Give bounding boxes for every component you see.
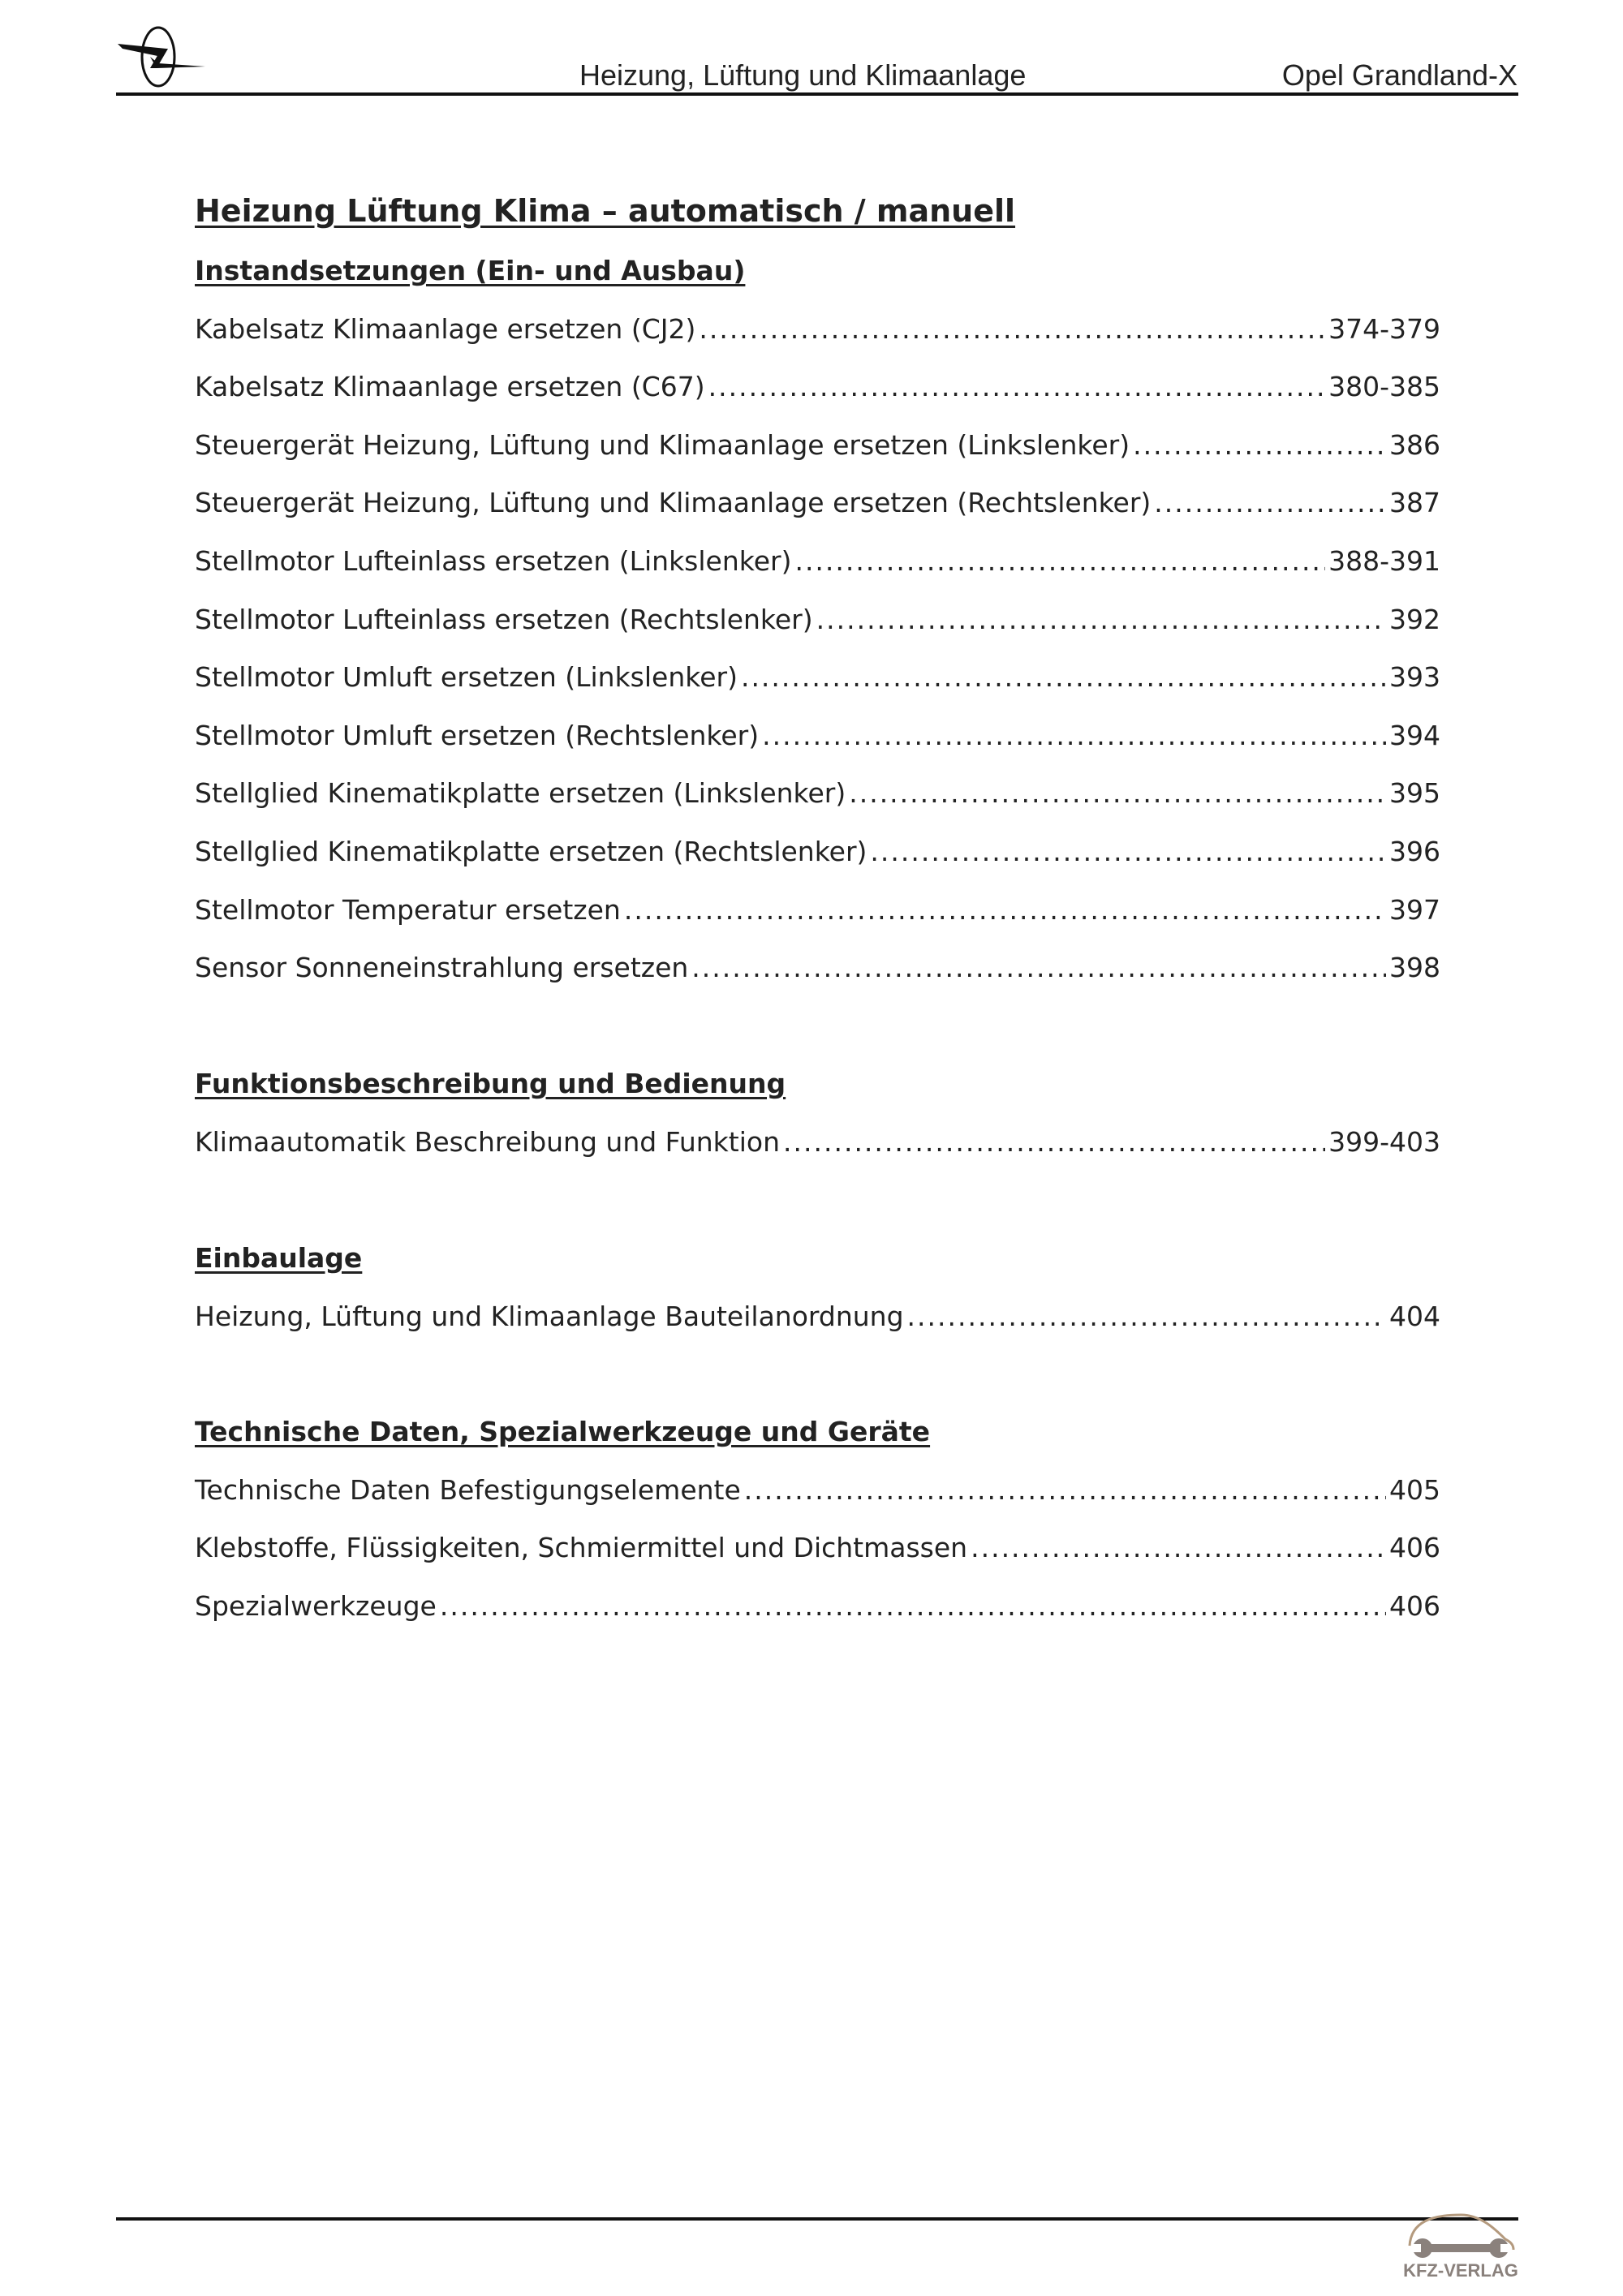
toc-entry-page: 405 (1389, 1473, 1440, 1506)
dot-leader (708, 371, 1326, 402)
svg-text:KFZ-VERLAG: KFZ-VERLAG (1403, 2260, 1518, 2281)
dot-leader (816, 604, 1386, 635)
toc-entry[interactable] (195, 836, 1440, 867)
toc-entry[interactable] (195, 952, 1440, 983)
toc-entry[interactable] (195, 1126, 1440, 1158)
toc-entry-page: 404 (1389, 1300, 1440, 1332)
page-title: Heizung Lüftung Klima – automatisch / manuell (195, 193, 1016, 229)
toc-entry-page: 397 (1389, 893, 1440, 926)
section-heading: Technische Daten, Spezialwerkzeuge und Geräte (195, 1416, 931, 1447)
toc-entry-label: Stellmotor Temperatur ersetzen (195, 893, 621, 926)
header-divider (116, 92, 1518, 96)
kfz-verlag-logo (1400, 2205, 1522, 2286)
toc-entry[interactable] (195, 661, 1440, 693)
toc-entry-page: 395 (1389, 777, 1440, 810)
dot-leader (794, 545, 1325, 577)
toc-entry-label: Stellmotor Umluft ersetzen (Rechtslenker) (195, 719, 760, 751)
toc-entry[interactable] (195, 1301, 1440, 1332)
toc-entry[interactable] (195, 429, 1440, 461)
toc-entry-label: Stellmotor Lufteinlass ersetzen (Rechtslenker) (195, 603, 813, 635)
dot-leader (762, 720, 1386, 751)
toc-entry[interactable] (195, 777, 1440, 809)
toc-entry[interactable] (195, 487, 1440, 518)
dot-leader (971, 1532, 1386, 1563)
toc-entry-page: 392 (1389, 603, 1440, 635)
dot-leader (440, 1590, 1386, 1622)
dot-leader (1154, 487, 1386, 518)
dot-leader (907, 1301, 1386, 1332)
toc-entry-page: 386 (1389, 428, 1440, 461)
toc-entry[interactable] (195, 313, 1440, 345)
toc-entry-label: Stellmotor Lufteinlass ersetzen (Linkslenker) (195, 545, 792, 577)
toc-entry-page: 399-403 (1328, 1125, 1440, 1158)
toc-entry-label: Steuergerät Heizung, Lüftung und Klimaanlage ersetzen (Linkslenker) (195, 428, 1130, 461)
dot-leader (699, 313, 1325, 345)
dot-leader (691, 952, 1386, 983)
toc-entry-label: Klimaautomatik Beschreibung und Funktion (195, 1125, 781, 1158)
header-title: Heizung, Lüftung und Klimaanlage (579, 58, 1027, 92)
toc-entry-label: Spezialwerkzeuge (195, 1589, 437, 1622)
dot-leader (783, 1126, 1325, 1158)
toc-entry-page: 406 (1389, 1532, 1440, 1564)
toc-entry-page: 374-379 (1328, 312, 1440, 345)
toc-entry-label: Kabelsatz Klimaanlage ersetzen (CJ2) (195, 312, 696, 345)
toc-entry[interactable] (195, 1532, 1440, 1563)
toc-entry[interactable] (195, 894, 1440, 926)
dot-leader (744, 1474, 1386, 1506)
toc-entry[interactable] (195, 545, 1440, 577)
section-heading: Einbaulage (195, 1242, 363, 1274)
toc-entry-page: 388-391 (1328, 545, 1440, 577)
section-heading: Instandsetzungen (Ein- und Ausbau) (195, 255, 746, 286)
dot-leader (849, 777, 1386, 809)
dot-leader (624, 894, 1386, 926)
toc-entry-label: Sensor Sonneneinstrahlung ersetzen (195, 952, 689, 984)
opel-logo (116, 24, 217, 89)
toc-entry-page: 387 (1389, 487, 1440, 519)
toc-entry-label: Kabelsatz Klimaanlage ersetzen (C67) (195, 371, 705, 403)
toc-entry[interactable] (195, 371, 1440, 402)
toc-entry-label: Stellglied Kinematikplatte ersetzen (Rechtslenker) (195, 836, 867, 867)
footer-divider (116, 2217, 1518, 2221)
toc-entry[interactable] (195, 604, 1440, 635)
toc-entry-label: Klebstoffe, Flüssigkeiten, Schmiermittel und Dichtmassen (195, 1532, 968, 1564)
header-model: Opel Grandland-X (1281, 58, 1518, 92)
toc-entry[interactable] (195, 1590, 1440, 1622)
section-heading: Funktionsbeschreibung und Bedienung (195, 1068, 786, 1099)
toc-entry[interactable] (195, 720, 1440, 751)
toc-entry-page: 394 (1389, 719, 1440, 751)
dot-leader (741, 661, 1386, 693)
toc-entry-page: 396 (1389, 836, 1440, 867)
dot-leader (1133, 429, 1386, 461)
dot-leader (870, 836, 1386, 867)
toc-entry-page: 393 (1389, 661, 1440, 694)
toc-entry-label: Stellglied Kinematikplatte ersetzen (Linkslenker) (195, 777, 846, 810)
toc-entry-label: Steuergerät Heizung, Lüftung und Klimaanlage ersetzen (Rechtslenker) (195, 487, 1152, 519)
toc-entry-page: 406 (1389, 1589, 1440, 1622)
toc-entry-label: Heizung, Lüftung und Klimaanlage Bauteilanordnung (195, 1300, 904, 1332)
toc-entry-label: Technische Daten Befestigungselemente (195, 1473, 741, 1506)
toc-entry-page: 398 (1389, 952, 1440, 984)
toc-entry[interactable] (195, 1474, 1440, 1506)
toc-entry-label: Stellmotor Umluft ersetzen (Linkslenker) (195, 661, 738, 694)
toc-entry-page: 380-385 (1328, 371, 1440, 403)
